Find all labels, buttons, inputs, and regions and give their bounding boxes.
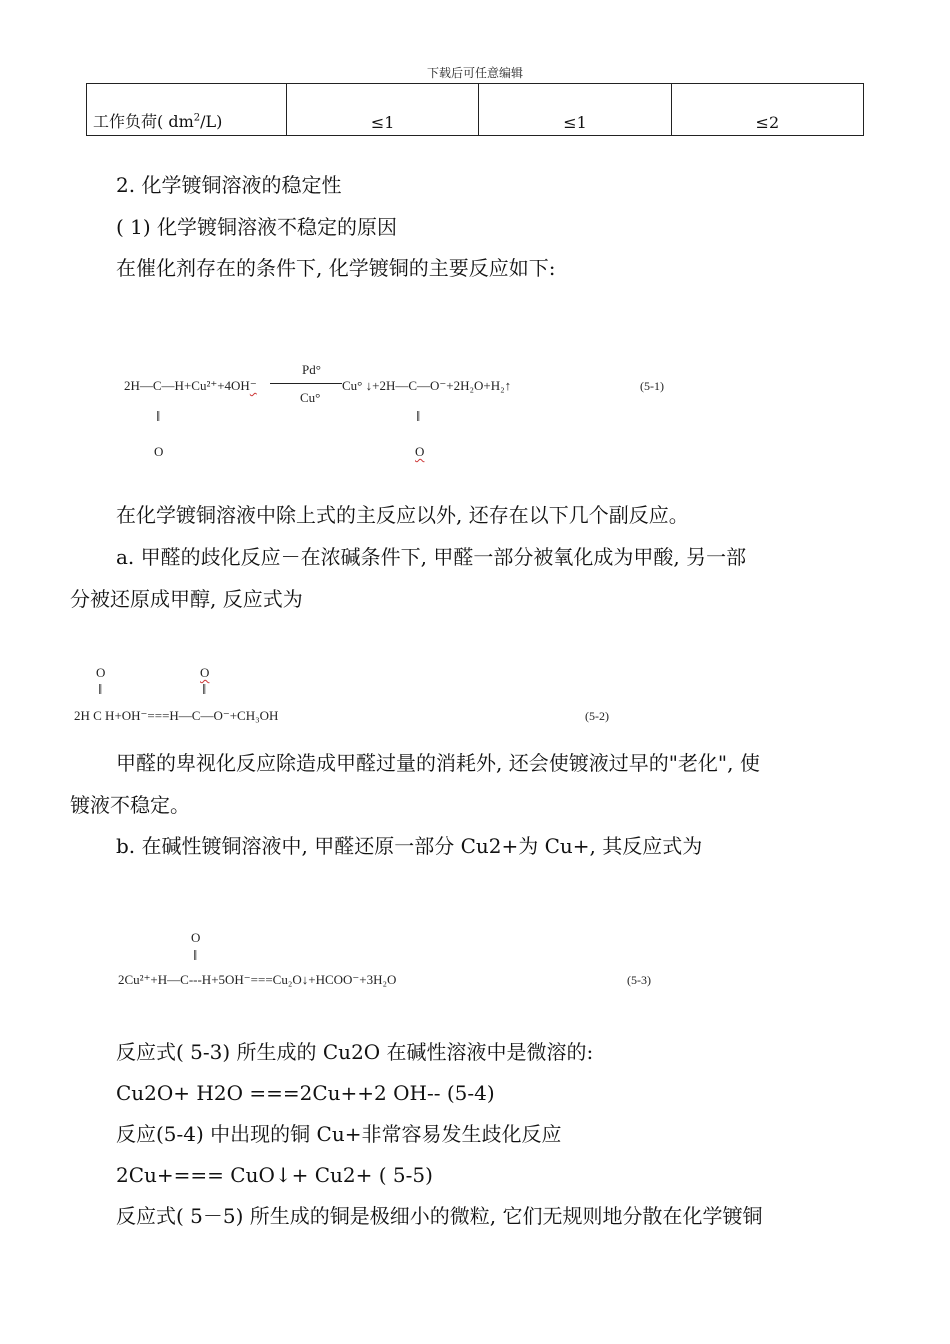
paragraph: 甲醛的卑视化反应除造成甲醛过量的消耗外, 还会使镀液过早的"老化", 使 — [116, 751, 760, 775]
paragraph: 反应式( 5－5) 所生成的铜是极细小的微粒, 它们无规则地分散在化学镀铜 — [116, 1204, 763, 1228]
sub-heading: ( 1) 化学镀铜溶液不稳定的原因 — [116, 215, 398, 239]
table-cell: ≤1 — [287, 84, 479, 136]
eq3-oxygen: O — [191, 930, 201, 945]
table-cell: ≤1 — [479, 84, 671, 136]
eq2-number: (5-2) — [585, 709, 609, 723]
paragraph-continued: 分被还原成甲醇, 反应式为 — [70, 587, 303, 611]
eq1-arrow-line — [270, 383, 342, 384]
table-cell: ≤2 — [671, 84, 863, 136]
eq3-body: 2Cu²⁺+H—C---H+5OH⁻===Cu₂O↓+HCOO⁻+3H₂O — [118, 972, 397, 987]
section-heading: 2. 化学镀铜溶液的稳定性 — [116, 173, 342, 197]
table-label-cell — [87, 84, 287, 136]
table-label-sup: 2 — [193, 112, 201, 124]
eq1-catalyst-bottom: Cu° — [300, 390, 321, 405]
eq1-catalyst-top: Pd° — [302, 362, 321, 377]
paragraph: 在化学镀铜溶液中除上式的主反应以外, 还存在以下几个副反应。 — [116, 503, 689, 527]
table-row — [87, 84, 864, 136]
eq1-oxygen: O — [154, 444, 164, 459]
table-label-tail: /L) — [200, 112, 223, 131]
eq2-oxygen: O — [96, 665, 106, 680]
paragraph: 反应(5-4) 中出现的铜 Cu+非常容易发生歧化反应 — [116, 1122, 562, 1146]
eq1-minus: ⁻ — [249, 378, 257, 393]
paragraph: b. 在碱性镀铜溶液中, 甲醛还原一部分 Cu2+为 Cu+, 其反应式为 — [116, 834, 703, 858]
paragraph: 在催化剂存在的条件下, 化学镀铜的主要反应如下: — [116, 256, 556, 280]
eq1-left: 2H—C—H+Cu²⁺+4OH — [124, 378, 250, 393]
eq1-right: Cu° ↓+2H—C—O⁻+2H₂O+H₂↑ — [342, 378, 512, 393]
paragraph-continued: 镀液不稳定。 — [70, 793, 190, 817]
eq3-double-bond: ‖ — [193, 948, 198, 964]
page-header: 下载后可任意编辑 — [426, 66, 523, 80]
eq2-double-bond: ‖ — [202, 682, 207, 698]
eq2-body: 2H C H+OH⁻===H—C—O⁻+CH₃OH — [74, 708, 279, 723]
table-label: 工作负荷( dm — [93, 112, 194, 131]
eq1-oxygen: O — [415, 444, 425, 459]
paragraph: 反应式( 5-3) 所生成的 Cu2O 在碱性溶液中是微溶的: — [116, 1040, 594, 1064]
work-load-table — [86, 83, 864, 136]
eq1-double-bond: ‖ — [416, 409, 421, 425]
formula-line: 2Cu+=== CuO↓+ Cu2+ ( 5-5) — [116, 1163, 433, 1187]
formula-line: Cu2O+ H2O ===2Cu++2 OH-- (5-4) — [116, 1081, 495, 1105]
eq1-number: (5-1) — [640, 379, 664, 393]
paragraph: a. 甲醛的歧化反应－在浓碱条件下, 甲醛一部分被氧化成为甲酸, 另一部 — [116, 545, 747, 569]
eq2-double-bond: ‖ — [98, 682, 103, 698]
eq1-double-bond: ‖ — [156, 409, 161, 425]
eq3-number: (5-3) — [627, 973, 651, 987]
eq2-oxygen: O — [200, 665, 210, 680]
